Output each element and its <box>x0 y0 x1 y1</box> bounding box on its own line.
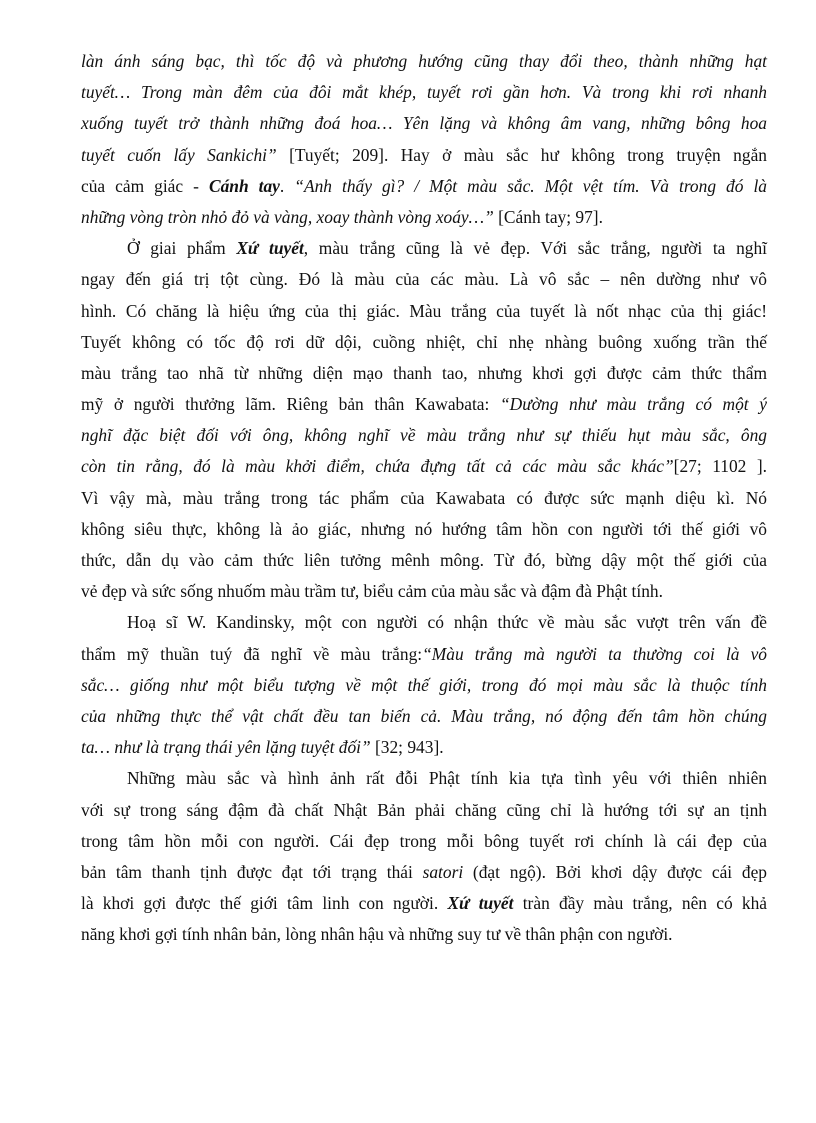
plain-text: mỹ ở người thưởng lãm. Riêng bản thân Kawabata: <box>81 394 500 415</box>
citation-text: [Cánh tay; 97]. <box>493 206 603 227</box>
plain-text: thẩm mỹ thuần tuý đã nghĩ về màu trắng: <box>81 643 423 664</box>
text-line: hình. Có chăng là hiệu ứng của thị giác. Màu trắng của tuyết là nốt nhạc của thị giác! <box>81 300 767 321</box>
plain-text: . <box>279 175 295 196</box>
citation-text: [27; 1102 ]. <box>673 456 767 477</box>
plain-text: Ở giai phẩm <box>127 238 237 259</box>
quote-text: tuyết cuốn lấy Sankichi” <box>81 144 277 165</box>
text-line: Vì vậy mà, màu trắng trong tác phẩm của Kawabata có được sức mạnh diệu kì. Nó <box>81 487 767 508</box>
text-line: Những màu sắc và hình ảnh rất đỗi Phật tính kia tựa tình yêu với thiên nhiên <box>127 768 767 789</box>
quote-text: “Dường như màu trắng có một ý <box>500 394 767 415</box>
text-line: không siêu thực, không là ảo giác, nhưng nó hướng tâm hồn con người tới thế giới vô <box>81 518 767 539</box>
body-text <box>81 46 767 950</box>
text-line <box>81 140 767 171</box>
citation-text: [Tuyết; 209]. Hay ở màu sắc hư không trong truyện ngắn <box>276 144 767 165</box>
text-line: thức, dẫn dụ vào cảm thức liên tưởng mênh mông. Từ đó, bừng dậy một thế giới của <box>81 550 767 570</box>
paragraph-1 <box>81 46 767 233</box>
plain-text: của cảm giác - <box>81 175 209 196</box>
text-line <box>81 857 767 888</box>
citation-text: [32; 943]. <box>370 737 444 758</box>
text-line <box>81 732 767 763</box>
plain-text: bản tâm thanh tịnh được đạt tới trạng thái <box>81 861 423 882</box>
plain-text: là khơi gợi được thế giới tâm linh con người. <box>81 893 448 914</box>
quote-text: ta… như là trạng thái yên lặng tuyệt đối” <box>81 737 371 758</box>
text-line: nghĩ đặc biệt đối với ông, không nghĩ về màu trắng như sự thiếu hụt màu sắc, ông <box>81 425 767 446</box>
text-line: sắc… giống như một biểu tượng về một thế giới, trong đó mọi màu sắc là thuộc tính <box>81 674 767 695</box>
text-line: của những thực thể vật chất đều tan biến cả. Màu trắng, nó động đến tâm hồn chúng <box>81 705 767 726</box>
text-line: ngay đến giá trị tột cùng. Đó là màu của các màu. Là vô sắc – nên dường như vô <box>81 269 767 290</box>
text-line: Tuyết không có tốc độ rơi dữ dội, cuồng nhiệt, chỉ nhẹ nhàng buông xuống trần thế <box>81 331 767 352</box>
text-line: Hoạ sĩ W. Kandinsky, một con người có nhận thức về màu sắc vượt trên vấn đề <box>127 612 767 633</box>
paragraph-3 <box>81 607 767 763</box>
text-line <box>81 389 767 420</box>
text-line: với sự trong sáng đậm đà chất Nhật Bản phải chăng cũng chỉ là hướng tới sự an tịnh <box>81 799 767 820</box>
text-line <box>81 171 767 202</box>
text-line <box>81 888 767 919</box>
plain-text: tràn đầy màu trắng, nên có khả <box>513 893 768 914</box>
plain-text: , màu trắng cũng là vẻ đẹp. Với sắc trắng, người ta nghĩ <box>303 238 767 259</box>
quote-text: những vòng tròn nhỏ đỏ và vàng, xoay thành vòng xoáy…” <box>81 206 494 227</box>
quote-text: “Anh thấy gì? / Một màu sắc. Một vệt tím. Và trong đó là <box>294 175 768 196</box>
text-line: xuống tuyết trở thành những đoá hoa… Yên lặng và không âm vang, những bông hoa <box>81 113 767 134</box>
text-line: màu trắng tao nhã từ những diện mạo thanh tao, nhưng khơi gợi được cảm thức thẩm <box>81 362 767 383</box>
paragraph-2 <box>81 233 767 607</box>
work-title: Xứ tuyết <box>447 893 514 914</box>
text-line <box>81 202 767 233</box>
plain-text: (đạt ngộ). Bởi khơi dậy được cái đẹp <box>463 861 767 882</box>
text-line: tuyết… Trong màn đêm của đôi mắt khép, tuyết rơi gần hơn. Và trong khi rơi nhanh <box>81 82 767 103</box>
text-line: năng khơi gợi tính nhân bản, lòng nhân hậu và những suy tư về thân phận con người. <box>81 924 673 945</box>
work-title: Xứ tuyết <box>236 238 304 259</box>
text-line: vẻ đẹp và sức sống nhuốm màu trầm tư, biểu cảm của màu sắc và đậm đà Phật tính. <box>81 581 663 602</box>
quote-text: còn tin rằng, đó là màu khởi điểm, chứa đựng tất cả các màu sắc khác” <box>81 456 674 477</box>
quote-text: “Màu trắng mà người ta thường coi là vô <box>422 643 768 664</box>
text-line <box>81 451 767 482</box>
text-line <box>81 233 767 264</box>
term-text: satori <box>422 861 464 882</box>
text-line <box>81 639 767 670</box>
text-line: làn ánh sáng bạc, thì tốc độ và phương hướng cũng thay đổi theo, thành những hạt <box>81 51 767 71</box>
paragraph-4 <box>81 763 767 950</box>
work-title: Cánh tay <box>208 175 280 196</box>
text-line: trong tâm hồn mỗi con người. Cái đẹp trong mỗi bông tuyết rơi chính là cái đẹp của <box>81 830 767 851</box>
